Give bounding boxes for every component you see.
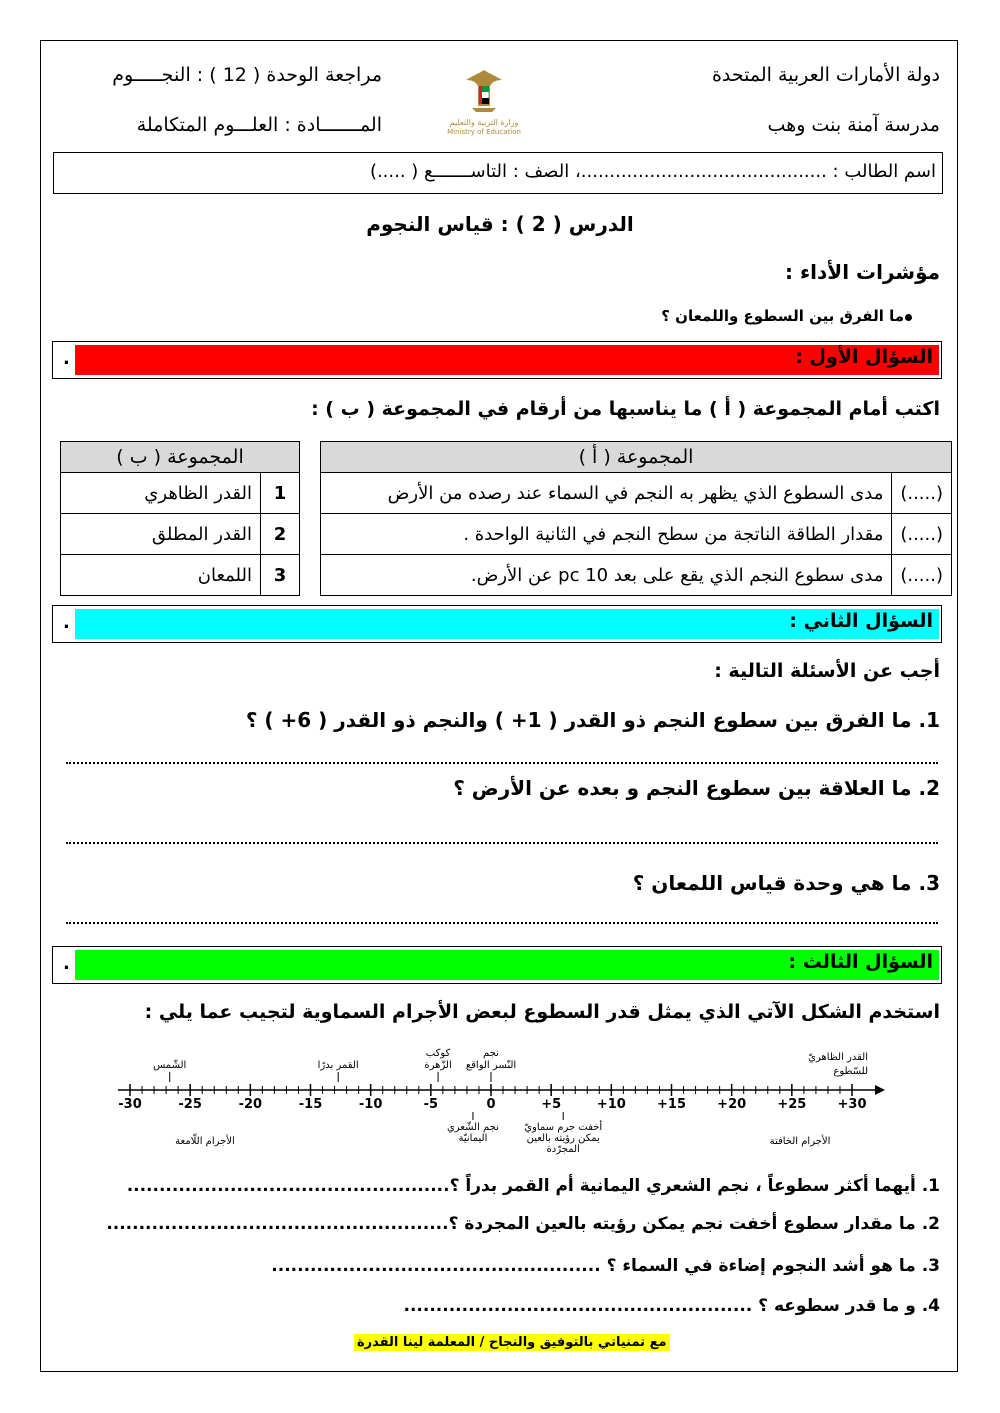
- q2-title: السؤال الثاني :: [789, 610, 933, 632]
- tick-label: +20: [717, 1097, 747, 1112]
- table-row: [61, 473, 300, 514]
- table-row: [61, 555, 300, 596]
- axis-label: القدر الظاهريّ: [808, 1052, 868, 1063]
- tick-label: +5: [541, 1097, 562, 1112]
- object-label: القمر بدرًا: [317, 1060, 359, 1071]
- page-frame: [40, 40, 958, 1372]
- tick-label: -5: [423, 1097, 439, 1112]
- table-row: [61, 514, 300, 555]
- axis-arrow-icon: [875, 1085, 885, 1095]
- q1-instruction: اكتب أمام المجموعة ( أ ) ما يناسبها من أرقام في المجموعة ( ب ) :: [311, 398, 940, 420]
- q3-item-1: 1. أيهما أكثر سطوعاً ، نجم الشعري اليمانية أم القمر بدراً ؟..................................................: [126, 1176, 940, 1196]
- q3-title: السؤال الثالث :: [788, 951, 933, 973]
- q2-item-3: 3. ما هي وحدة قياس اللمعان ؟: [632, 871, 940, 895]
- unit-review: مراجعة الوحدة ( 12 ) : النجـــــوم: [112, 64, 382, 86]
- object-label: أخفت جرم سماويّ: [524, 1122, 603, 1133]
- group-b-num: 1: [261, 473, 300, 514]
- group-b-num: 2: [261, 514, 300, 555]
- group-b-text: اللمعان: [61, 555, 261, 596]
- object-label: يمكن رؤيته بالعين: [526, 1133, 600, 1144]
- q2-bar: [52, 605, 942, 643]
- tick-label: -15: [298, 1097, 323, 1112]
- tick-label: +30: [837, 1097, 867, 1112]
- q3-item-3: 3. ما هو أشد النجوم إضاءة في السماء ؟ ...................................................: [271, 1256, 940, 1276]
- group-a-table: [320, 441, 952, 596]
- q2-instruction: أجب عن الأسئلة التالية :: [714, 660, 940, 682]
- eagle-emblem-icon: [442, 66, 526, 114]
- group-a-header: المجموعة ( أ ): [321, 442, 952, 473]
- answer-blank[interactable]: (.....): [892, 473, 952, 514]
- q3-item-4: 4. و ما قدر سطوعه ؟ ......................................................: [403, 1296, 940, 1316]
- brightness-number-line: [100, 1030, 900, 1160]
- tick-label: +15: [657, 1097, 686, 1112]
- group-a-text: مدى سطوع النجم الذي يقع على بعد 10 pc عن الأرض.: [321, 555, 892, 596]
- group-a-text: مقدار الطاقة الناتجة من سطح النجم في الثانية الواحدة .: [321, 514, 892, 555]
- footer-note: مع تمنياتي بالتوفيق والنجاح / المعلمة لينا القدرة: [354, 1334, 670, 1351]
- tick-label: -25: [178, 1097, 202, 1112]
- table-row: [321, 555, 952, 596]
- q3-dot: .: [63, 953, 70, 974]
- q2-item-2: 2. ما العلاقة بين سطوع النجم و بعده عن الأرض ؟: [453, 776, 940, 800]
- group-b-num: 3: [261, 555, 300, 596]
- region-right-label: الأجرام الخافتة: [769, 1136, 831, 1147]
- q2-dot: .: [63, 612, 70, 633]
- group-a-text: مدى السطوع الذي يظهر به النجم في السماء عند رصده من الأرض: [321, 473, 892, 514]
- region-left-label: الأجرام اللّامعة: [175, 1136, 235, 1147]
- q3-instruction: استخدم الشكل الآتي الذي يمثل قدر السطوع لبعض الأجرام السماوية لتجيب عما يلي :: [144, 1001, 940, 1023]
- tick-label: -10: [358, 1097, 383, 1112]
- group-b-text: القدر الظاهري: [61, 473, 261, 514]
- tick-label: -20: [238, 1097, 263, 1112]
- tick-label: 0: [486, 1097, 496, 1112]
- axis-label: للسّطوع: [833, 1066, 868, 1077]
- group-b-table: [60, 441, 300, 596]
- table-row: [321, 514, 952, 555]
- object-label: الشّمس: [153, 1060, 187, 1071]
- q3-bar: [52, 946, 942, 984]
- ministry-name-en: Ministry of Education: [447, 128, 521, 136]
- object-label: الزّهرة: [424, 1060, 452, 1071]
- answer-line[interactable]: [66, 762, 938, 764]
- object-label: كوكب: [425, 1048, 451, 1059]
- ministry-name-ar: وزارة التربية والتعليم: [449, 118, 519, 127]
- indicators-title: مؤشرات الأداء :: [785, 260, 940, 284]
- subject: المـــــــادة : العلـــوم المتكاملة: [136, 114, 382, 136]
- q1-bar: [52, 341, 942, 379]
- country-name: دولة الأمارات العربية المتحدة: [711, 64, 940, 86]
- indicator-item: ما الفرق بين السطوع واللمعان ؟: [661, 307, 904, 325]
- student-line: اسم الطالب : ...........................................، الصف : التاســـــــع ( .....): [369, 161, 936, 182]
- answer-line[interactable]: [66, 922, 938, 924]
- lesson-title: الدرس ( 2 ) : قياس النجوم: [366, 212, 634, 236]
- q1-dot: .: [63, 348, 70, 369]
- tick-label: +10: [596, 1097, 626, 1112]
- answer-blank[interactable]: (.....): [892, 514, 952, 555]
- school-name: مدرسة آمنة بنت وهب: [767, 114, 940, 136]
- object-label: النّسر الواقع: [465, 1060, 517, 1071]
- q3-item-2: 2. ما مقدار سطوع أخفت نجم يمكن رؤيته بالعين المجردة ؟.....................................................: [106, 1214, 940, 1234]
- table-row: [321, 473, 952, 514]
- answer-line[interactable]: [66, 842, 938, 844]
- object-label: نجم: [483, 1048, 499, 1059]
- tick-label: -30: [118, 1097, 142, 1112]
- object-label: المجرّدة: [546, 1144, 580, 1155]
- object-label: نجم الشّعري: [446, 1122, 499, 1133]
- object-label: اليمانيّة: [458, 1133, 488, 1144]
- group-b-text: القدر المطلق: [61, 514, 261, 555]
- ministry-logo: [442, 66, 526, 140]
- q1-title: السؤال الأول :: [795, 346, 933, 368]
- answer-blank[interactable]: (.....): [892, 555, 952, 596]
- bullet-icon: [905, 314, 912, 321]
- group-b-header: المجموعة ( ب ): [61, 442, 300, 473]
- q2-item-1: 1. ما الفرق بين سطوع النجم ذو القدر ( 1+ ) والنجم ذو القدر ( 6+ ) ؟: [245, 708, 940, 732]
- student-info-box: [53, 152, 943, 194]
- tick-label: +25: [777, 1097, 807, 1112]
